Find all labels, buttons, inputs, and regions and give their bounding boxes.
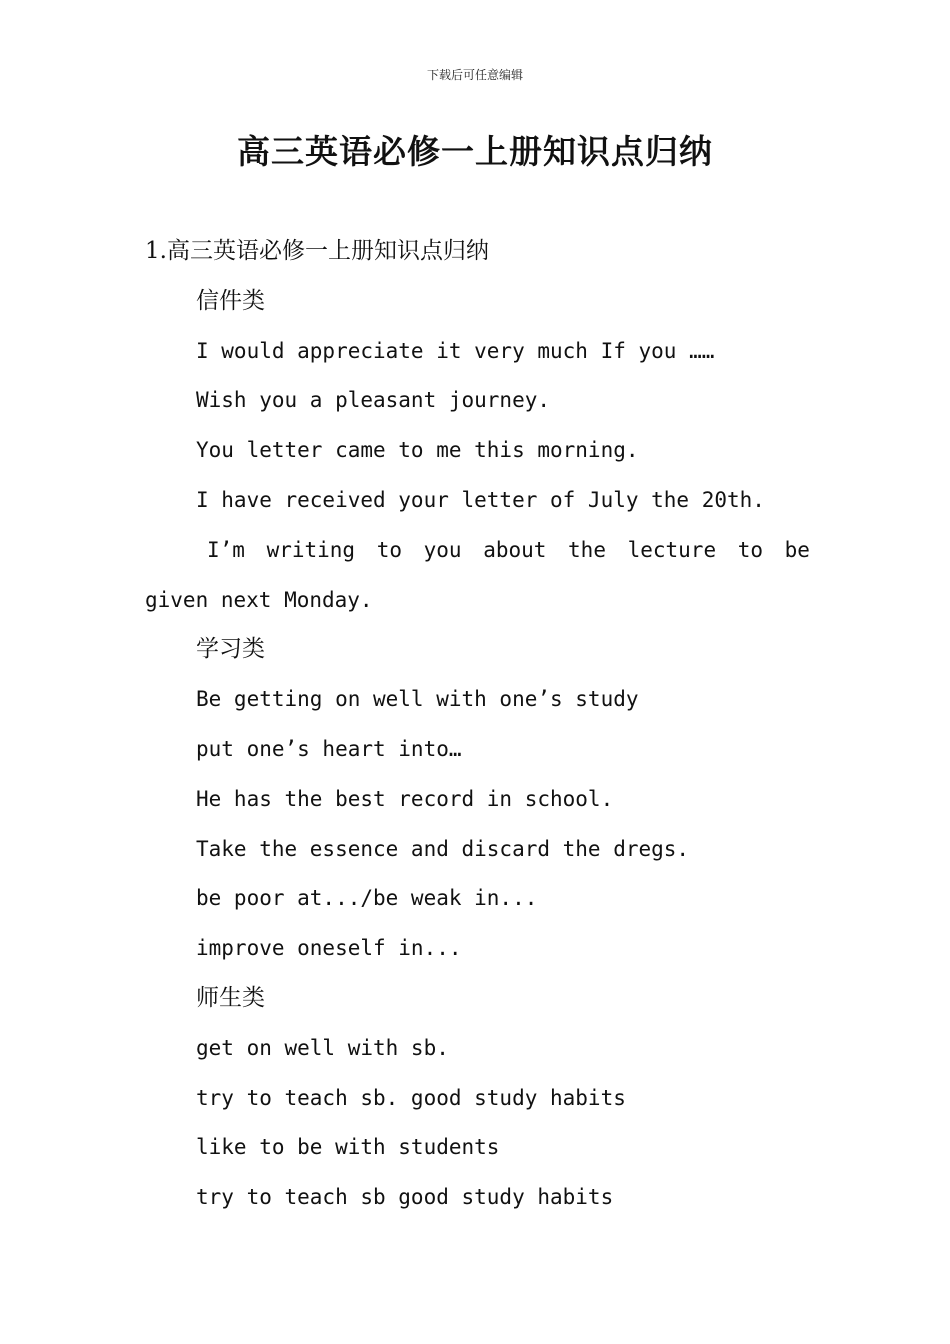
header-note: 下载后可任意编辑: [426, 68, 523, 82]
section-heading: 1.高三英语必修一上册知识点归纳: [145, 238, 489, 264]
word: I’m: [207, 537, 245, 562]
category-heading-teacher-student: 师生类: [196, 984, 265, 1011]
phrase-line: Wish you a pleasant journey.: [196, 388, 551, 413]
word: to: [737, 537, 764, 562]
word: lecture: [627, 537, 717, 562]
word: to: [376, 537, 402, 562]
category-heading-letters: 信件类: [196, 287, 265, 314]
phrase-line: put one’s heart into…: [196, 736, 462, 761]
phrase-line: He has the best record in school.: [196, 786, 614, 811]
word: be: [784, 537, 810, 562]
document-title: 高三英语必修一上册知识点归纳: [237, 132, 713, 171]
phrase-line: You letter came to me this morning.: [196, 438, 639, 463]
phrase-line: Take the essence and discard the dregs.: [196, 836, 690, 861]
word: about: [483, 537, 547, 562]
phrase-line: try to teach sb good study habits: [196, 1185, 614, 1210]
phrase-line: get on well with sb.: [196, 1035, 449, 1060]
document-body: [145, 227, 810, 1223]
word: the: [568, 537, 606, 562]
phrase-line: be poor at.../be weak in...: [196, 886, 538, 911]
phrase-line: Be getting on well with one’s study: [196, 687, 639, 712]
phrase-line: try to teach sb. good study habits: [196, 1085, 626, 1110]
category-heading-study: 学习类: [196, 636, 265, 663]
phrase-line-justified: [145, 526, 810, 576]
word: writing: [266, 537, 356, 562]
phrase-line-continuation: given next Monday.: [145, 587, 373, 612]
phrase-line: improve oneself in...: [196, 936, 462, 961]
phrase-line: like to be with students: [196, 1135, 500, 1160]
phrase-line: I have received your letter of July the 20th.: [196, 487, 765, 512]
phrase-line: I would appreciate it very much If you ……: [196, 338, 715, 363]
word: you: [423, 537, 462, 562]
